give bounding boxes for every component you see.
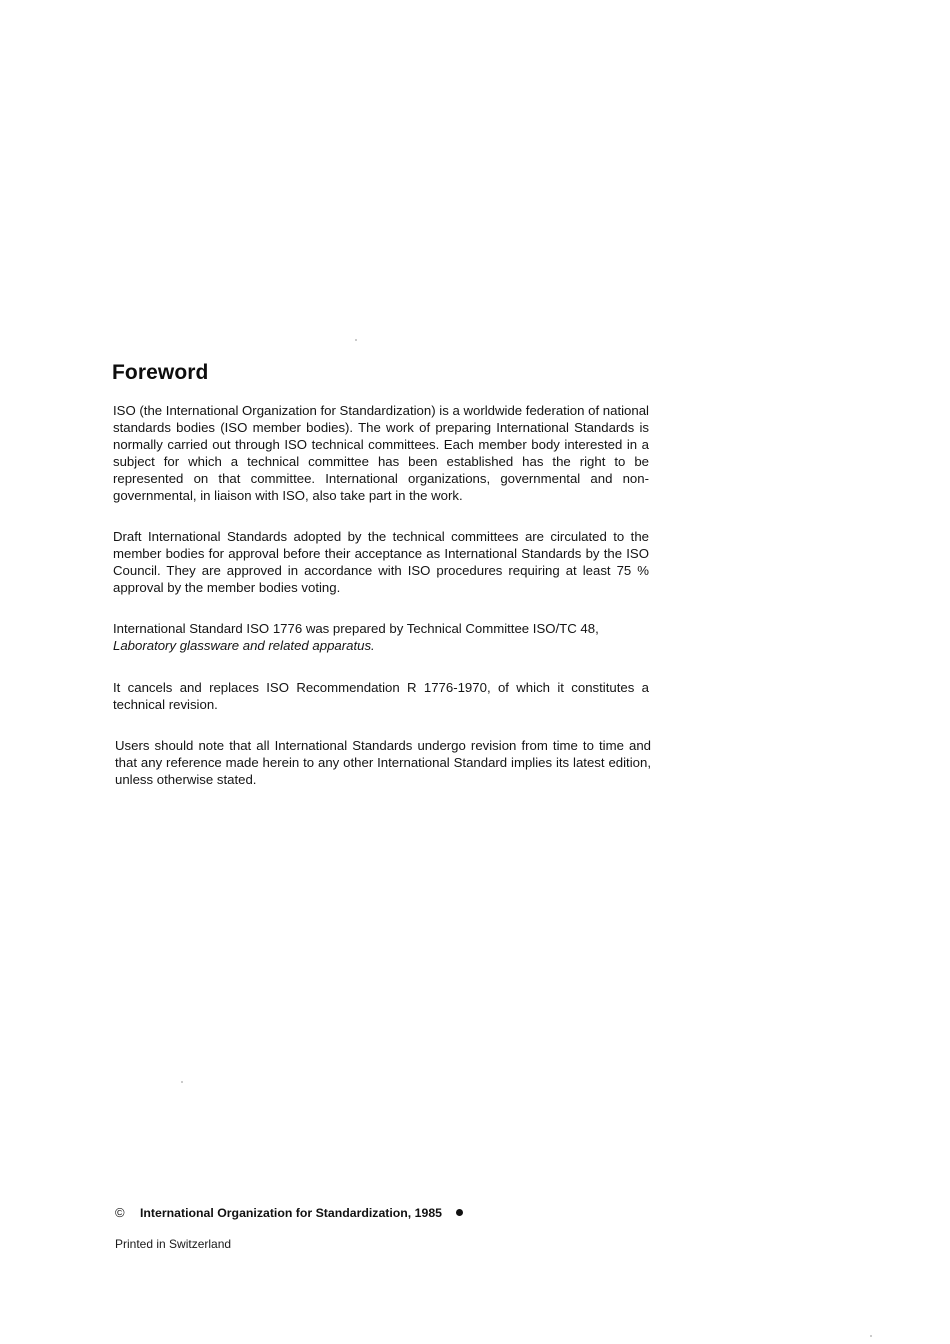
paragraph-prepared-by	[113, 620, 649, 654]
scan-speck	[355, 339, 357, 341]
bullet-icon	[456, 1209, 463, 1216]
scan-speck	[181, 1081, 183, 1083]
scan-speck	[870, 1335, 872, 1337]
paragraph-users-note: Users should note that all International Standards undergo revision from time to time and that any reference made herein to any other International Standard implies its latest edition, unless otherwise stated.	[115, 738, 651, 787]
copyright-organization: International Organization for Standardization, 1985	[140, 1206, 443, 1220]
paragraph-iso-federation: ISO (the International Organization for Standardization) is a worldwide federation of national standards bodies (ISO member bodies). The work of preparing International Standards is normally carried out through ISO technical committees. Each member body interested in a subject for which a technical committee has been established has the right to be represented on that committee. International organizations, governmental and non-governmental, in liaison with ISO, also take part in the work.	[113, 403, 649, 503]
printed-in-note: Printed in Switzerland	[115, 1237, 232, 1251]
copyright-icon: ©	[115, 1205, 125, 1220]
prepared-by-text: International Standard ISO 1776 was prepared by Technical Committee ISO/TC 48,	[113, 621, 599, 636]
paragraph-draft-standards: Draft International Standards adopted by the technical committees are circulated to the member bodies for approval before their acceptance as International Standards by the ISO Council. They are approved in accordance with ISO procedures requiring at least 75 % approval by the member bodies voting.	[113, 529, 649, 595]
paragraph-cancels-replaces: It cancels and replaces ISO Recommendation R 1776-1970, of which it constitutes a technical revision.	[113, 680, 649, 712]
committee-title: Laboratory glassware and related apparatus.	[113, 638, 375, 653]
copyright-line	[115, 1205, 463, 1220]
page-title: Foreword	[112, 361, 209, 384]
